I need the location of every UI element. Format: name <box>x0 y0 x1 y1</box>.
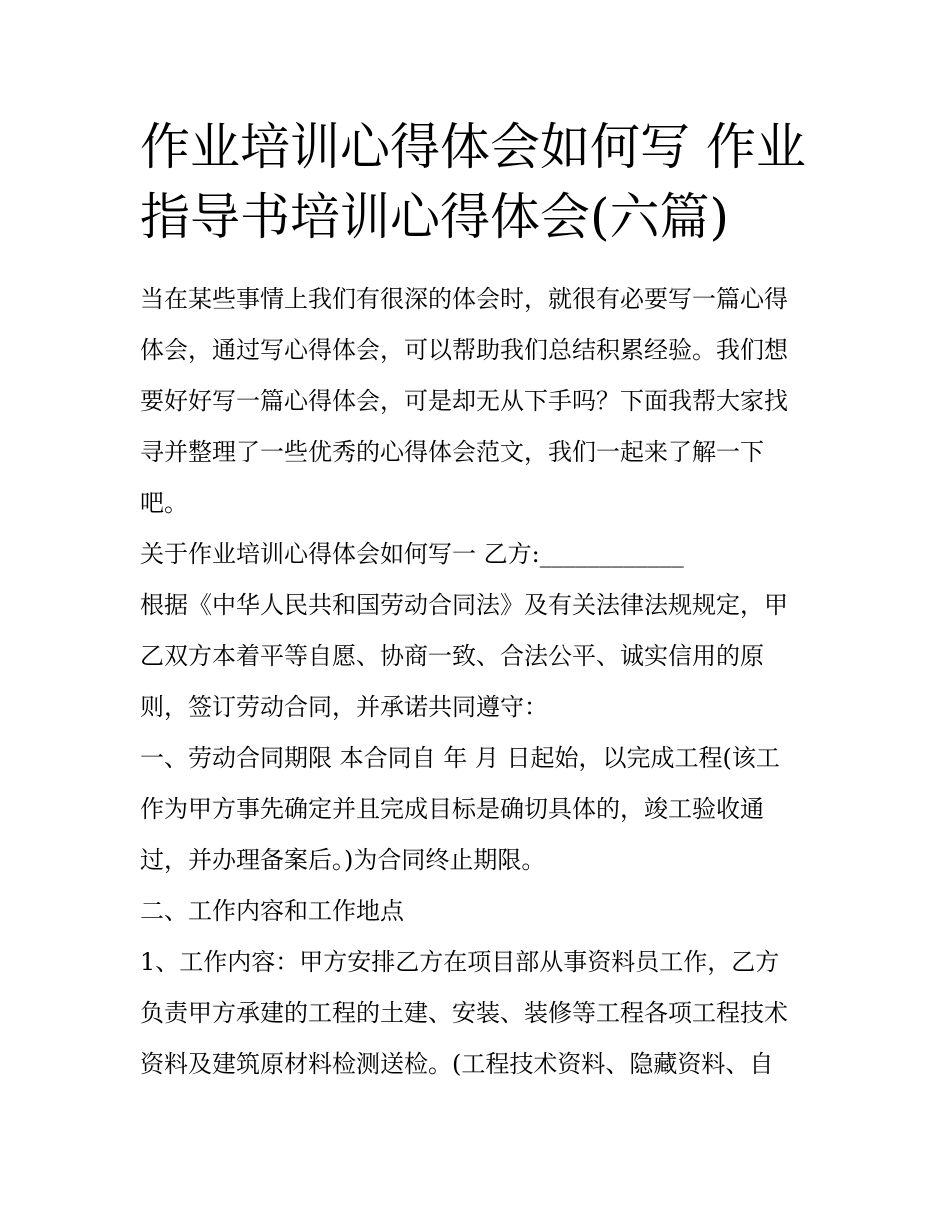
body-line: 过，并办理备案后。)为合同终止期限。 <box>140 846 546 874</box>
document-body <box>140 274 820 1090</box>
title-line: 指导书培训心得体会(六篇) <box>140 188 730 246</box>
body-line: 根据《中华人民共和国劳动合同法》及有关法律法规规定，甲 <box>140 591 788 619</box>
body-line: 当在某些事情上我们有很深的体会时，就很有必要写一篇心得 <box>140 285 788 313</box>
body-line: 作为甲方事先确定并且完成目标是确切具体的，竣工验收通 <box>140 795 764 823</box>
title-line: 作业培训心得体会如何写 作业 <box>140 118 806 176</box>
body-line: 则，签订劳动合同，并承诺共同遵守： <box>140 693 548 721</box>
body-line: 关于作业培训心得体会如何写一 乙方:____________ <box>140 540 684 568</box>
body-line: 要好好写一篇心得体会，可是却无从下手吗？下面我帮大家找 <box>140 387 788 415</box>
body-line: 一、劳动合同期限 本合同自 年 月 日起始，以完成工程(该工 <box>140 744 780 772</box>
body-line: 吧。 <box>140 489 188 517</box>
body-line: 寻并整理了一些优秀的心得体会范文，我们一起来了解一下 <box>140 438 764 466</box>
body-line: 负责甲方承建的工程的土建、安装、装修等工程各项工程技术 <box>140 999 788 1027</box>
body-line: 资料及建筑原材料检测送检。(工程技术资料、隐藏资料、自 <box>140 1050 774 1078</box>
body-line: 1、工作内容：甲方安排乙方在项目部从事资料员工作，乙方 <box>140 948 780 976</box>
body-line: 二、工作内容和工作地点 <box>140 897 404 925</box>
body-line: 乙双方本着平等自愿、协商一致、合法公平、诚实信用的原 <box>140 642 764 670</box>
body-line: 体会，通过写心得体会，可以帮助我们总结积累经验。我们想 <box>140 336 788 364</box>
document-title <box>140 112 820 252</box>
